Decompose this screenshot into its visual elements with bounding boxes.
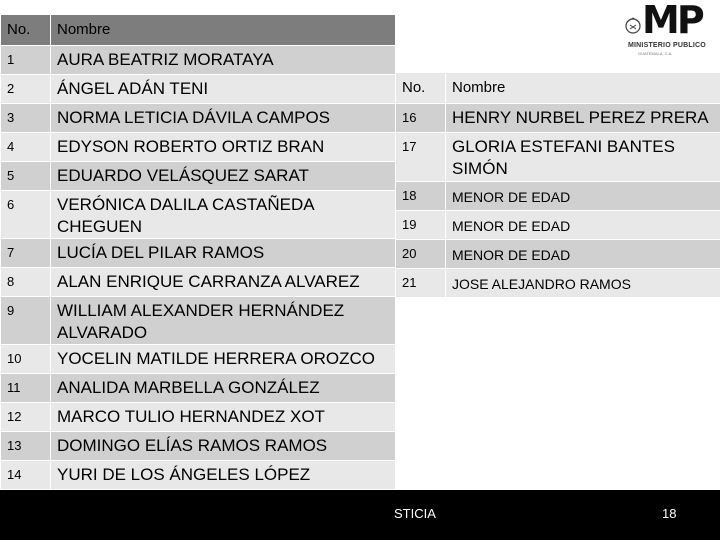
table-row [1, 345, 396, 374]
row-number: 19 [396, 211, 446, 240]
table-row [396, 104, 720, 133]
row-number: 13 [1, 432, 51, 461]
person-name: ALAN ENRIQUE CARRANZA ALVAREZ [51, 268, 396, 297]
row-number: 4 [1, 133, 51, 162]
table-row [396, 240, 720, 269]
table-row [1, 297, 396, 345]
column-header-name: Nombre [446, 73, 720, 104]
person-name: EDYSON ROBERTO ORTIZ BRAN [51, 133, 396, 162]
table-row [1, 268, 396, 297]
ministerio-publico-logo [620, 0, 716, 62]
person-name: YOCELIN MATILDE HERRERA OROZCO [51, 345, 396, 374]
person-name: HENRY NURBEL PEREZ PRERA [446, 104, 720, 133]
coat-of-arms-icon [624, 16, 642, 36]
person-name: DOMINGO ELÍAS RAMOS RAMOS [51, 432, 396, 461]
footer-bar [0, 490, 720, 540]
row-number: 10 [1, 345, 51, 374]
column-header-name: Nombre [51, 15, 396, 46]
row-number: 18 [396, 182, 446, 211]
victims-table-right [395, 72, 720, 298]
row-number: 11 [1, 374, 51, 403]
victims-table-left [0, 14, 396, 538]
row-number: 14 [1, 461, 51, 490]
person-name: NORMA LETICIA DÁVILA CAMPOS [51, 104, 396, 133]
logo-tagline: GUATEMALA, C.A. [638, 51, 673, 56]
row-number: 3 [1, 104, 51, 133]
table-row [1, 374, 396, 403]
table-row [1, 162, 396, 191]
column-header-no: No. [396, 73, 446, 104]
table-row [1, 403, 396, 432]
row-number: 20 [396, 240, 446, 269]
table-row [1, 239, 396, 268]
row-number: 1 [1, 46, 51, 75]
logo-wordmark: MP [642, 0, 702, 42]
row-number: 5 [1, 162, 51, 191]
person-name: EDUARDO VELÁSQUEZ SARAT [51, 162, 396, 191]
person-name: JOSE ALEJANDRO RAMOS [446, 269, 720, 298]
table-row [396, 211, 720, 240]
person-name: ÁNGEL ADÁN TENI [51, 75, 396, 104]
person-name: MENOR DE EDAD [446, 240, 720, 269]
table-row [396, 182, 720, 211]
table-row [396, 269, 720, 298]
person-name: AURA BEATRIZ MORATAYA [51, 46, 396, 75]
row-number: 2 [1, 75, 51, 104]
table-row [1, 75, 396, 104]
person-name: MENOR DE EDAD [446, 182, 720, 211]
page-number: 18 [662, 506, 677, 521]
table-row [1, 104, 396, 133]
table-row [1, 46, 396, 75]
row-number: 6 [1, 191, 51, 239]
column-header-no: No. [1, 15, 51, 46]
table-row [1, 461, 396, 490]
table-row [1, 133, 396, 162]
row-number: 16 [396, 104, 446, 133]
person-name: LUCÍA DEL PILAR RAMOS [51, 239, 396, 268]
table-row [1, 191, 396, 239]
person-name: MENOR DE EDAD [446, 211, 720, 240]
table-row [1, 432, 396, 461]
row-number: 8 [1, 268, 51, 297]
person-name: VERÓNICA DALILA CASTAÑEDA CHEGUEN [51, 191, 396, 239]
row-number: 7 [1, 239, 51, 268]
person-name: GLORIA ESTEFANI BANTES SIMÓN [446, 133, 720, 182]
table-row [396, 133, 720, 182]
row-number: 21 [396, 269, 446, 298]
row-number: 17 [396, 133, 446, 182]
logo-subtitle: MINISTERIO PUBLICO [628, 42, 706, 49]
footer-text: STICIA [394, 506, 436, 521]
person-name: YURI DE LOS ÁNGELES LÓPEZ [51, 461, 396, 490]
person-name: WILLIAM ALEXANDER HERNÁNDEZ ALVARADO [51, 297, 396, 345]
row-number: 12 [1, 403, 51, 432]
person-name: MARCO TULIO HERNANDEZ XOT [51, 403, 396, 432]
row-number: 9 [1, 297, 51, 345]
person-name: ANALIDA MARBELLA GONZÁLEZ [51, 374, 396, 403]
